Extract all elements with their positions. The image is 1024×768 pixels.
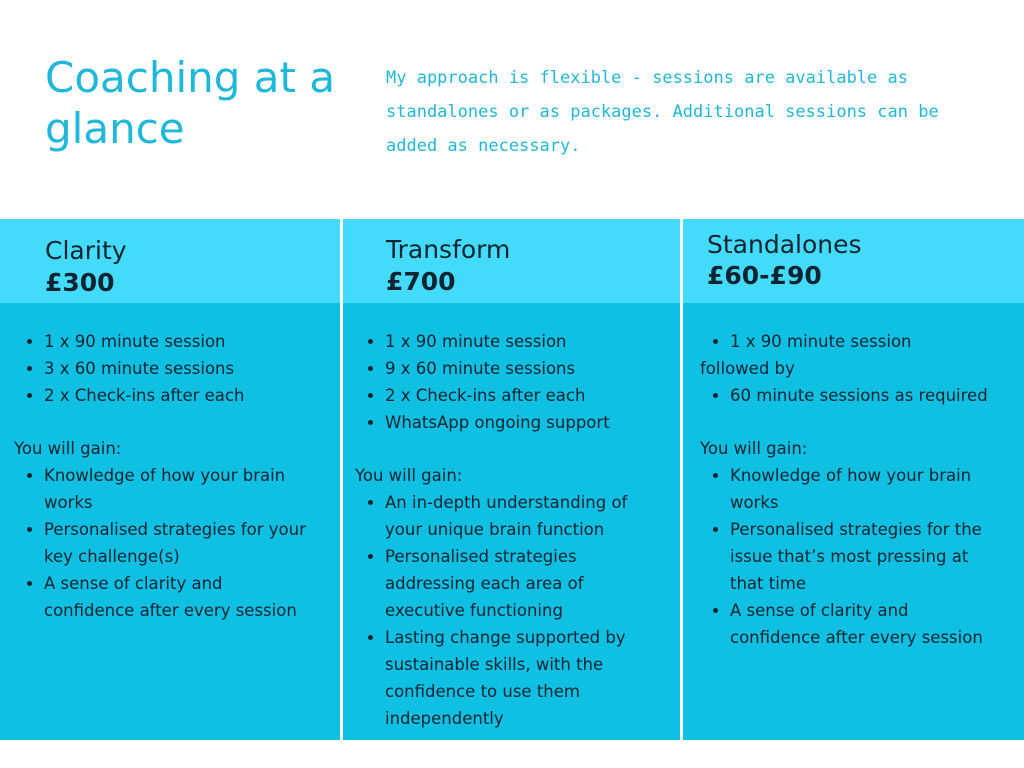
list-item: • 1 x 90 minute session [385,328,680,355]
page-title: Coaching at a glance [45,53,336,153]
session-list-after [700,382,1024,409]
list-item: • 2 x Check-ins after each [44,382,340,409]
plan-name: Transform [386,235,511,264]
plan-details [700,328,1024,651]
list-item: • An in-depth understanding of your unique brain function [385,489,650,543]
plans-section [0,219,1024,740]
list-item: • Knowledge of how your brain works [44,462,309,516]
gains-list [355,489,680,732]
plan-card-standalones [683,219,1024,740]
session-list [700,328,1024,355]
list-item: • 2 x Check-ins after each [385,382,680,409]
list-item: • Personalised strategies for the issue that’s most pressing at that time [730,516,1000,597]
list-item: • Lasting change supported by sustainable skills, with the confidence to use them independently [385,624,650,732]
plan-card-transform [343,219,680,740]
list-item: • 3 x 60 minute sessions [44,355,340,382]
plan-price: £60-£90 [707,261,822,290]
gains-list [700,462,1024,651]
plan-price: £700 [386,267,456,296]
gains-list [14,462,340,624]
gain-heading: You will gain: [14,439,122,458]
list-item: • 9 x 60 minute sessions [385,355,680,382]
list-item: • A sense of clarity and confidence after every session [44,570,314,624]
gain-heading: You will gain: [700,439,808,458]
list-item: • Knowledge of how your brain works [730,462,995,516]
list-item: • A sense of clarity and confidence after every session [730,597,1000,651]
list-item: • WhatsApp ongoing support [385,409,680,436]
plan-card-clarity [0,219,340,740]
plan-header [0,219,340,303]
plan-header [683,219,1024,303]
plan-details [14,328,340,624]
list-item: • 1 x 90 minute session [44,328,340,355]
plan-details [355,328,680,732]
session-list [355,328,680,436]
session-list [14,328,340,409]
plan-price: £300 [45,268,115,297]
plan-name: Clarity [45,236,127,265]
connector-text: followed by [700,359,795,378]
list-item: • 60 minute sessions as required [730,382,1024,409]
list-item: • Personalised strategies addressing each area of executive functioning [385,543,605,624]
intro-text: My approach is flexible - sessions are available as standalones or as packages. Additional sessions can be added as necessary. [386,68,939,156]
plan-name: Standalones [707,230,862,259]
gain-heading: You will gain: [355,466,463,485]
plan-header [343,219,680,303]
list-item: • Personalised strategies for your key challenge(s) [44,516,324,570]
list-item: • 1 x 90 minute session [730,328,1024,355]
